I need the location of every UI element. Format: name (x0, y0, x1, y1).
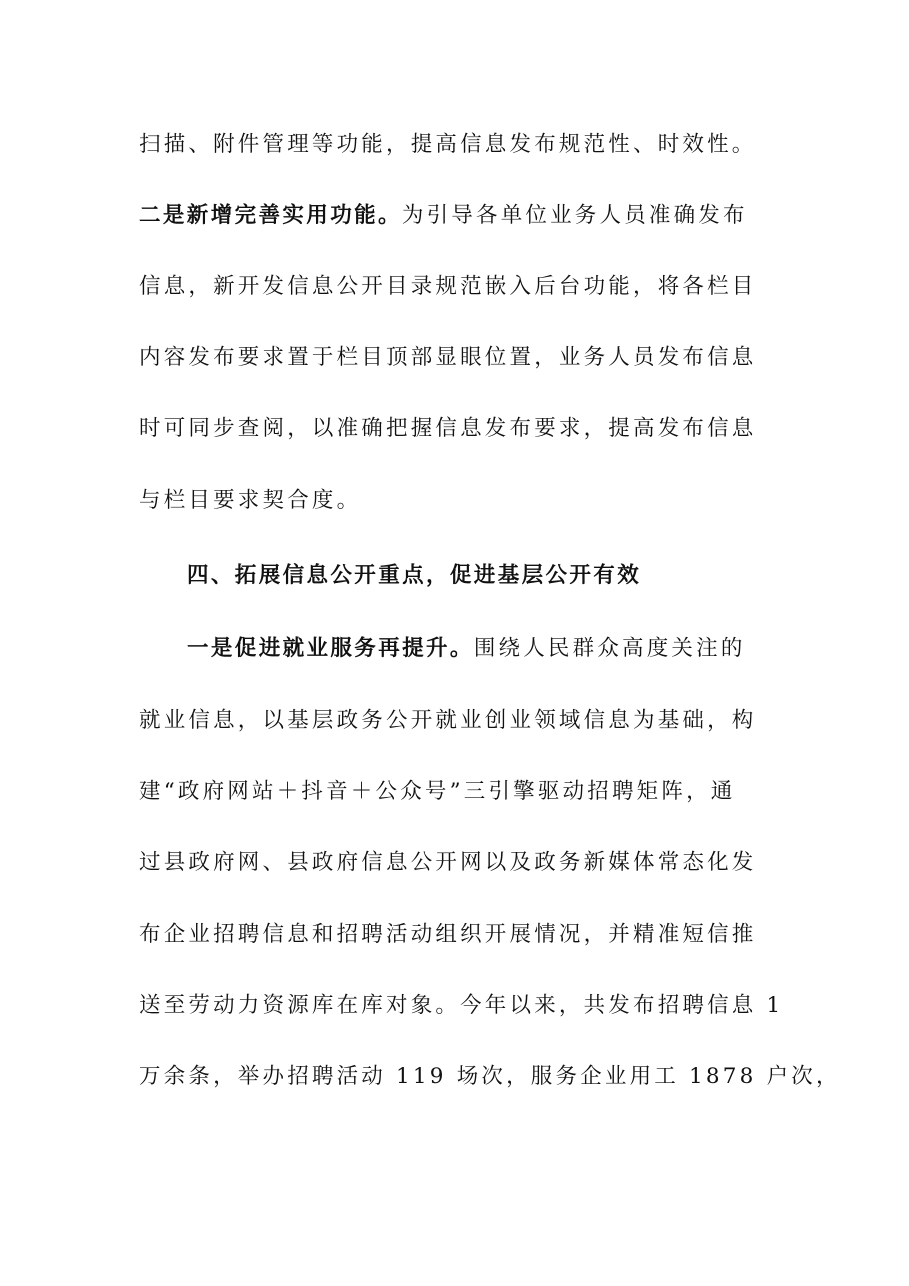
paragraph-line: 信息，新开发信息公开目录规范嵌入后台功能，将各栏目 (139, 274, 757, 299)
paragraph-text: 围绕人民群众高度关注的 (473, 636, 746, 661)
paragraph-line: 送至劳动力资源库在库对象。今年以来，共发布招聘信息 1 (139, 993, 784, 1018)
paragraph-line: 就业信息，以基层政务公开就业创业领域信息为基础，构 (139, 708, 757, 733)
paragraph-line: 万余条，举办招聘活动 119 场次，服务企业用工 1878 户次， (139, 1064, 841, 1089)
paragraph-line: 建“政府网站＋抖音＋公众号”三引擎驱动招聘矩阵，通 (139, 779, 736, 804)
paragraph-text: 为引导各单位业务人员准确发布 (401, 203, 748, 228)
paragraph-heading: 二是新增完善实用功能。 (139, 203, 402, 228)
paragraph-line: 扫描、附件管理等功能，提高信息发布规范性、时效性。 (139, 132, 757, 157)
section-heading: 四、拓展信息公开重点，促进基层公开有效 (187, 563, 642, 588)
paragraph-line (139, 201, 779, 231)
paragraph-line: 布企业招聘信息和招聘活动组织开展情况，并精准短信推 (139, 922, 757, 947)
paragraph-line: 与栏目要求契合度。 (139, 488, 362, 513)
paragraph-line: 内容发布要求置于栏目顶部显眼位置，业务人员发布信息 (139, 345, 757, 370)
paragraph-line: 过县政府网、县政府信息公开网以及政务新媒体常态化发 (139, 850, 757, 875)
paragraph-line: 时可同步查阅，以准确把握信息发布要求，提高发布信息 (139, 416, 757, 441)
paragraph-line (187, 634, 779, 664)
paragraph-heading: 一是促进就业服务再提升。 (187, 636, 474, 661)
